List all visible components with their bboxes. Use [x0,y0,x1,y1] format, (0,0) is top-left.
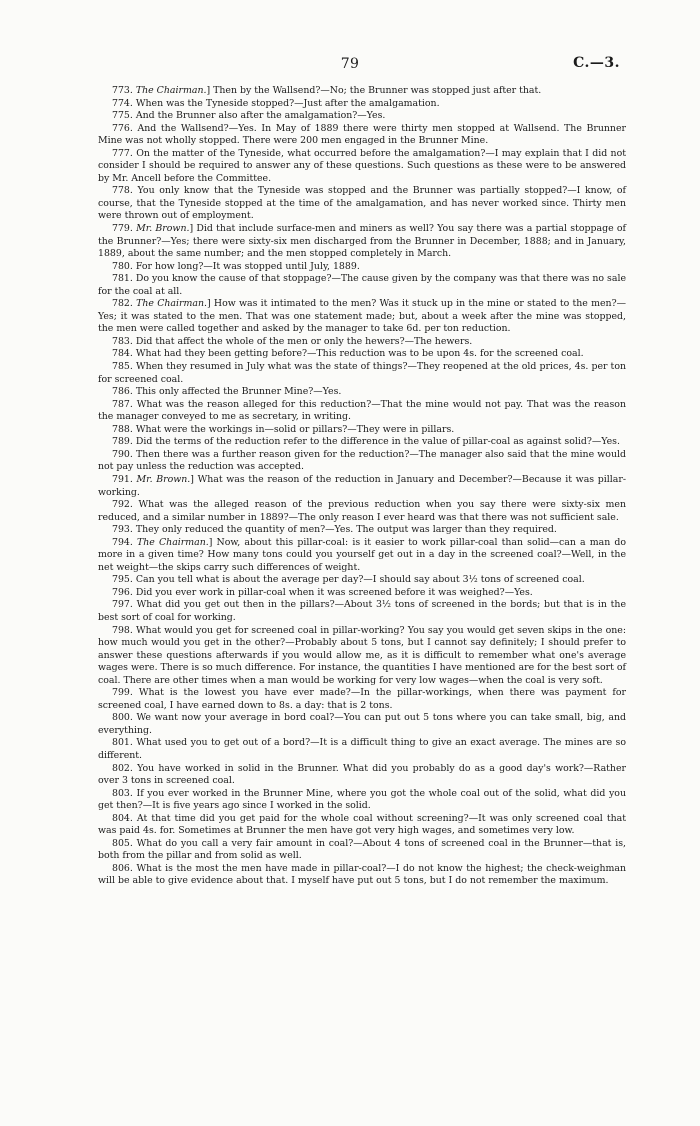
speaker-name: The Chairman. [136,298,207,310]
question-number: 776. [112,122,138,134]
paragraph-text: At that time did you get paid for the whole coal without screening?—It was only screened coal that was paid 4s. for. Sometimes at Brunner the men have got very high wages, and sometimes very low. [98,812,627,837]
paragraph-text: ] What was the reason of the reduction in January and December?—Because it was pillar-working. [98,473,626,498]
paragraph-text: What is the lowest you have ever made?—In the pillar-workings, when there was payment for screened coal, I have earned down to 8s. a day: that is 2 tons. [98,687,626,711]
question-paragraph [98,223,626,261]
testimony-body [98,85,626,888]
question-paragraph [98,185,626,223]
paragraph-text: You only know that the Tyneside was stopped and the Brunner was partially stopped?—I know, of course, that the Tyneside stopped at the time of the amalgamation, and has never worked since. Thirty men were thrown out of employment. [98,185,627,222]
question-paragraph [98,587,626,600]
paragraph-text: When was the Tyneside stopped?—Just after the amalgamation. [135,97,440,109]
paragraph-text: ] Then by the Wallsend?—No; the Brunner was stopped just after that. [206,85,542,96]
question-number: 795. [112,574,136,586]
paragraph-text: ] Now, about this pillar-coal: is it easier to work pillar-coal than solid—can a man do more in a given time? How many tons could you yourself get out in a day in the screened coal?—Well, in the net weight—the skips carry such differences of weight. [98,536,627,573]
question-paragraph [98,625,626,688]
paragraph-text: We want now your average in bord coal?—You can put out 5 tons where you can take small, big, and everything. [98,712,626,736]
paragraph-text: ] Did that include surface-men and miners as well? You say there was a partial stoppage of the Brunner?—Yes; there were sixty-six men discharged from the Brunner in December, 1888; and in January, 1889, about the same number; and the men stopped completely in March. [98,223,626,260]
question-paragraph [98,863,626,888]
paragraph-text: You have worked in solid in the Brunner. What did you probably do as a good day's work?—Rather over 3 tons in screened coal. [98,762,626,787]
question-paragraph [98,85,626,98]
question-number: 794. [112,536,138,548]
question-number: 782. [112,298,137,310]
question-paragraph [98,273,626,298]
paragraph-text: They only reduced the quantity of men?—Yes. The output was larger than they required. [135,524,557,536]
question-paragraph [98,499,626,524]
question-paragraph [98,424,626,437]
question-number: 791. [112,473,137,485]
question-number: 800. [112,712,137,724]
paragraph-text: For how long?—It was stopped until July, 1889. [135,260,360,272]
question-paragraph [98,436,626,449]
question-paragraph [98,838,626,863]
question-number: 784. [112,348,136,360]
paragraph-text: Do you know the cause of that stoppage?—The cause given by the company was that there was no sale for the coal at all. [98,273,627,297]
question-number: 792. [112,499,139,511]
question-number: 783. [112,335,136,347]
speaker-name: The Chairman. [135,85,207,96]
question-number: 781. [112,273,136,285]
paragraph-text: Then there was a further reason given for the reduction?—The manager also said that the mine would not pay unless the reduction was accepted. [98,448,626,473]
question-paragraph [98,336,626,349]
question-number: 788. [112,423,136,435]
question-number: 780. [112,260,136,272]
question-paragraph [98,449,626,474]
question-number: 786. [112,386,136,398]
question-paragraph [98,712,626,737]
question-paragraph [98,474,626,499]
question-paragraph [98,574,626,587]
question-paragraph [98,123,626,148]
speaker-name: Mr. Brown. [136,473,191,485]
paragraph-text: Did you ever work in pillar-coal when it was screened before it was weighed?—Yes. [135,586,533,598]
paragraph-text: Did that affect the whole of the men or only the hewers?—The hewers. [135,335,473,347]
paragraph-text: What was the reason alleged for this reduction?—That the mine would not pay. That was the reason the manager conveyed to me as secretary, in writing. [98,398,626,423]
question-number: 798. [112,624,137,636]
paragraph-text: What do you call a very fair amount in coal?—About 4 tons of screened coal in the Brunner—that is, both from the pillar and from solid as well. [98,837,626,862]
question-number: 793. [112,524,136,536]
question-number: 802. [112,762,138,774]
question-number: 805. [112,837,137,849]
question-paragraph [98,399,626,424]
paragraph-text: ] How was it intimated to the men? Was it stuck up in the mine or stated to the men?—Yes; it was stated to the men. That was one statement made; but, about a week after the mine was stopped, the men were called together and asked by the manager to take 6d. per ton reduction. [98,298,626,335]
paragraph-text: Can you tell what is about the average per day?—I should say about 3½ tons of screened coal. [135,574,585,586]
question-paragraph [98,737,626,762]
paragraph-text: What used you to get out of a bord?—It is a difficult thing to give an exact average. The mines are so different. [98,737,627,761]
question-paragraph [98,348,626,361]
question-paragraph [98,361,626,386]
paragraph-text: What did you get out then in the pillars?—About 3½ tons of screened in the bords; but that is in the best sort of coal for working. [98,599,626,623]
paragraph-text: What had they been getting before?—This reduction was to be upon 4s. for the screened coal. [135,348,584,360]
question-paragraph [98,524,626,537]
page-number: 79 [340,56,360,72]
question-number: 778. [112,185,138,197]
document-code: C.—3. [573,55,620,71]
question-number: 787. [112,398,137,410]
paragraph-text: What is the most the men have made in pillar-coal?—I do not know the highest; the check-weighman will be able to give evidence about that. I myself have put out 5 tons, but I do not remember the maximum. [98,862,627,887]
question-number: 777. [112,147,137,159]
question-paragraph [98,386,626,399]
paragraph-text: When they resumed in July what was the state of things?—They reopened at the old prices, 4s. per ton for screened coal. [98,361,627,385]
paragraph-text: And the Wallsend?—Yes. In May of 1889 there were thirty men stopped at Wallsend. The Brunner Mine was not wholly stopped. There were 200 men engaged in the Brunner Mine. [98,122,626,147]
paragraph-text: If you ever worked in the Brunner Mine, where you got the whole coal out of the solid, what did you get then?—It is five years ago since I worked in the solid. [98,787,626,812]
question-paragraph [98,813,626,838]
question-number: 797. [112,599,137,611]
question-number: 806. [112,862,137,874]
question-number: 801. [112,737,137,749]
paragraph-text: What would you get for screened coal in pillar-working? You say you would get seven skips in the one: how much would you get in the other?—Probably about 5 tons, but I cannot say definitely; I should prefer to answer these questions afterwards if you would allow me, as it is difficult to remember what one's average wages were. There is so much difference. For instance, the quantities I have mentioned are for the best sort of coal. There are other times when a man would be working for very low wages—when the coal is very soft. [98,624,626,686]
question-number: 773. [112,85,136,96]
paragraph-text: What were the workings in—solid or pillars?—They were in pillars. [135,423,455,435]
question-paragraph [98,599,626,624]
question-number: 785. [112,361,136,373]
question-number: 774. [112,97,136,109]
question-paragraph [98,261,626,274]
question-paragraph [98,537,626,575]
question-paragraph [98,687,626,712]
paragraph-text: Did the terms of the reduction refer to the difference in the value of pillar-coal as against solid?—Yes. [135,436,620,448]
question-number: 790. [112,448,137,460]
question-paragraph [98,763,626,788]
paragraph-text: And the Brunner also after the amalgamation?—Yes. [135,110,386,122]
question-number: 799. [112,687,139,699]
speaker-name: Mr. Brown. [136,223,190,235]
question-number: 775. [112,110,136,122]
question-number: 803. [112,787,137,799]
speaker-name: The Chairman. [137,536,209,548]
paragraph-text: What was the alleged reason of the previous reduction when you say there were sixty-six men reduced, and a similar number in 1889?—The only reason I ever heard was that there was not sufficient sale. [98,499,626,523]
question-paragraph [98,98,626,111]
question-number: 804. [112,812,137,824]
question-number: 779. [112,223,137,235]
question-paragraph [98,110,626,123]
question-paragraph [98,788,626,813]
paragraph-text: On the matter of the Tyneside, what occurred before the amalgamation?—I may explain that I did not consider I should be required to answer any of these questions. Such questions as these were to be answered by Mr. Ancell before the Committee. [98,147,626,184]
paragraph-text: This only affected the Brunner Mine?—Yes. [135,386,342,398]
question-number: 789. [112,436,136,448]
question-number: 796. [112,586,136,598]
question-paragraph [98,148,626,186]
question-paragraph [98,298,626,336]
